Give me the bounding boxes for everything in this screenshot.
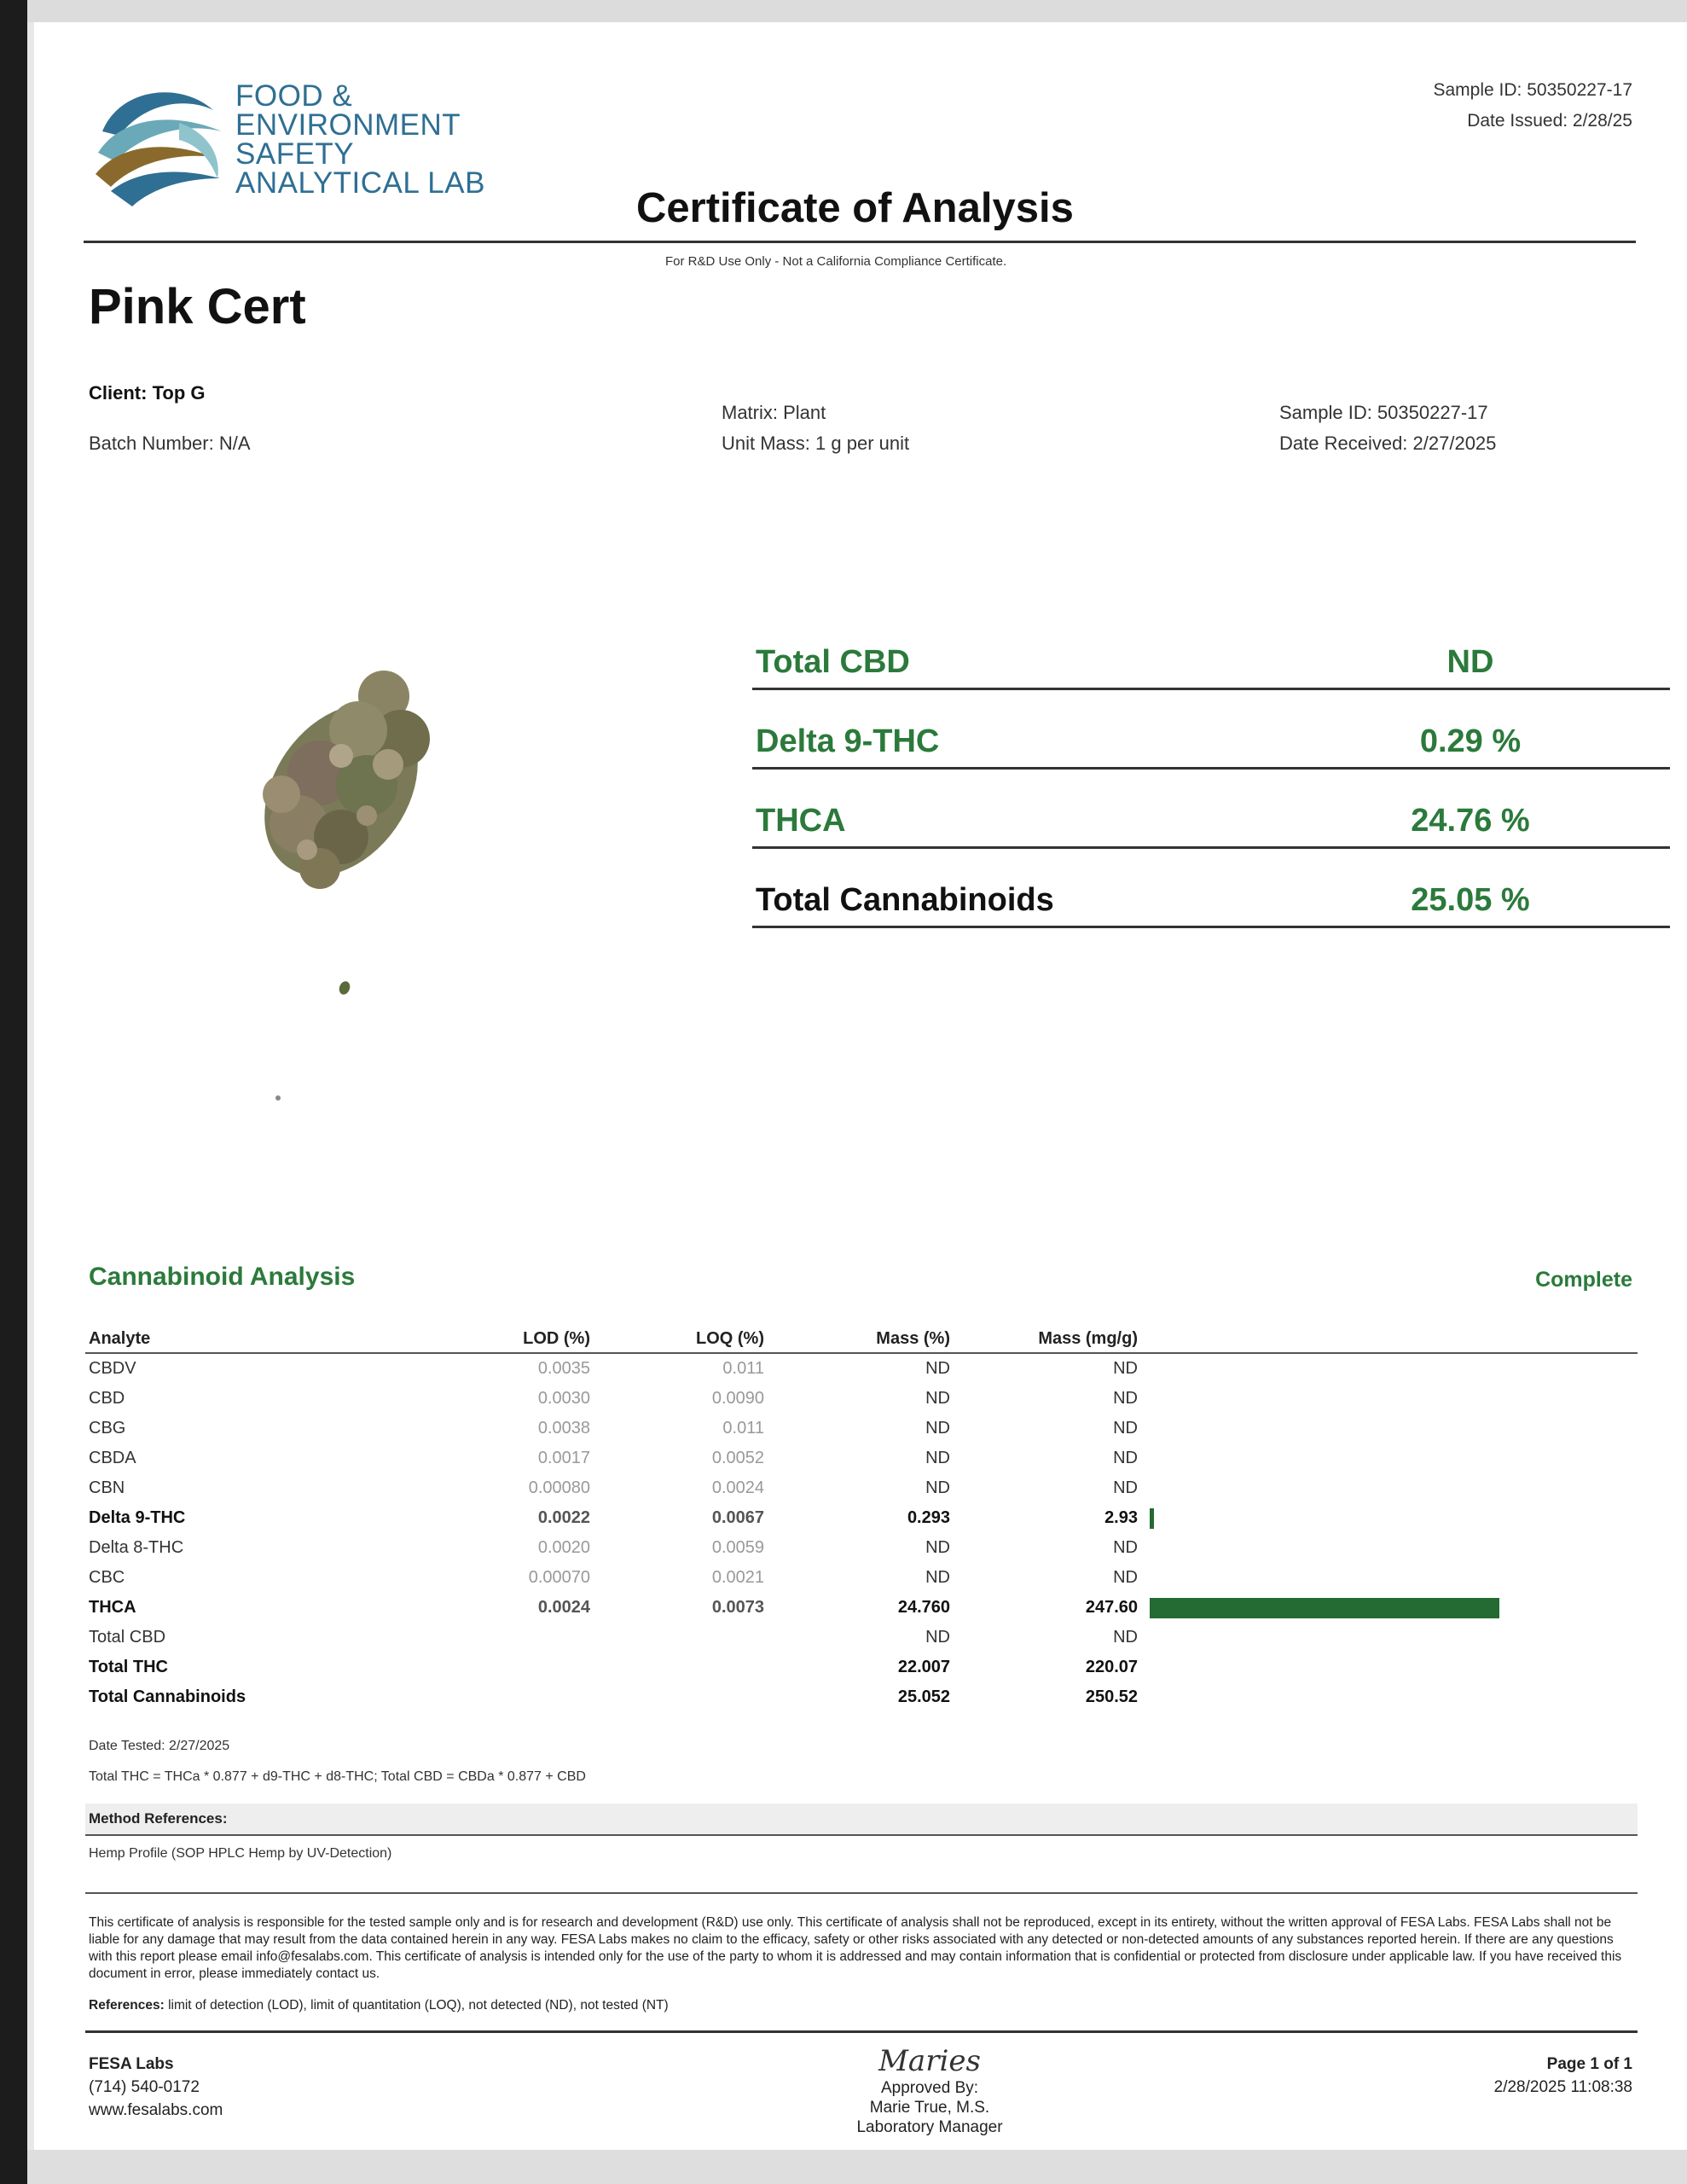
references — [89, 1998, 669, 2013]
table-row — [85, 1623, 1638, 1653]
bar-cell — [1141, 1563, 1638, 1593]
sample-id: Sample ID: 50350227-17 — [1279, 402, 1488, 423]
footer-timestamp: 2/28/2025 11:08:38 — [1493, 2078, 1632, 2096]
analyte-cell: CBD — [89, 1389, 125, 1408]
approver-title: Laboratory Manager — [856, 2118, 1003, 2136]
mass-mg-cell: ND — [1113, 1389, 1138, 1408]
bar-cell — [1141, 1533, 1638, 1563]
viewer-bottom-edge — [27, 2150, 1687, 2184]
summary-row — [752, 770, 1670, 849]
summary-row — [752, 690, 1670, 770]
references-label: References: — [89, 1998, 165, 2013]
viewer-left-edge — [0, 0, 27, 2184]
product-photo — [239, 645, 461, 901]
column-header: Mass (%) — [768, 1327, 954, 1353]
divider — [85, 1892, 1638, 1894]
mass-mg-cell: ND — [1113, 1359, 1138, 1378]
certificate-page — [34, 22, 1687, 2150]
footer-approval — [802, 2044, 1058, 2137]
product-name: Pink Cert — [89, 279, 306, 334]
table-row — [85, 1503, 1638, 1533]
table-row — [85, 1563, 1638, 1593]
loq-cell: 0.0073 — [711, 1598, 764, 1617]
lod-cell — [467, 1623, 594, 1653]
footer-contact — [89, 2053, 223, 2122]
signature: Maries — [878, 2044, 981, 2078]
approved-by-label: Approved By: — [880, 2079, 979, 2097]
analyte-cell: Delta 9-THC — [89, 1508, 186, 1527]
table-row — [85, 1443, 1638, 1473]
table-row — [85, 1473, 1638, 1503]
lod-cell: 0.0030 — [537, 1389, 590, 1408]
bar-cell — [1141, 1653, 1638, 1682]
loq-cell: 0.0067 — [711, 1508, 764, 1527]
lab-name-line: FOOD & — [235, 79, 353, 113]
analyte-cell: CBG — [89, 1419, 126, 1438]
bar-cell — [1141, 1353, 1638, 1384]
viewer-top-edge — [27, 0, 1687, 22]
mass-mg-cell: 220.07 — [1085, 1658, 1138, 1676]
analyte-cell: CBN — [89, 1478, 125, 1497]
cannabinoid-table-body — [85, 1353, 1638, 1712]
table-row — [85, 1353, 1638, 1384]
loq-cell — [594, 1623, 768, 1653]
loq-cell: 0.0052 — [711, 1449, 764, 1467]
mass-mg-cell: ND — [1113, 1449, 1138, 1467]
footer-page-info — [1494, 2053, 1632, 2099]
page-title: Certificate of Analysis — [636, 185, 1074, 231]
table-header-row — [85, 1327, 1638, 1353]
table-row — [85, 1653, 1638, 1682]
mass-mg-cell: ND — [1113, 1568, 1138, 1587]
matrix: Matrix: Plant — [722, 402, 826, 423]
mass-mg-cell: 2.93 — [1104, 1508, 1138, 1527]
date-received: Date Received: 2/27/2025 — [1279, 433, 1497, 454]
bar-cell — [1141, 1623, 1638, 1653]
matrix-info — [722, 398, 909, 459]
mass-bar — [1150, 1598, 1499, 1618]
analysis-status: Complete — [1535, 1268, 1632, 1292]
page-number: Page 1 of 1 — [1546, 2055, 1632, 2073]
analyte-cell: Total CBD — [89, 1628, 166, 1647]
summary-value: 25.05 % — [1411, 882, 1530, 918]
fesa-logo-icon — [85, 72, 230, 217]
mass-pct-cell: ND — [925, 1628, 950, 1647]
mass-pct-cell: 0.293 — [907, 1508, 950, 1527]
table-row — [85, 1414, 1638, 1443]
analyte-cell: CBC — [89, 1568, 125, 1587]
lod-cell: 0.0020 — [537, 1538, 590, 1557]
table-row — [85, 1384, 1638, 1414]
header-divider — [84, 241, 1636, 243]
analyte-cell: Delta 8-THC — [89, 1538, 184, 1557]
column-header: Mass (mg/g) — [954, 1327, 1141, 1353]
client-label: Client: — [89, 382, 148, 404]
mass-pct-cell: ND — [925, 1538, 950, 1557]
summary-value: ND — [1446, 644, 1494, 680]
date-tested: Date Tested: 2/27/2025 — [89, 1739, 230, 1753]
client-line — [89, 382, 206, 404]
bar-cell — [1141, 1682, 1638, 1712]
mass-pct-cell: 24.760 — [897, 1598, 950, 1617]
header-sample-info — [1434, 75, 1633, 136]
mass-mg-cell: ND — [1113, 1628, 1138, 1647]
summary-value: 24.76 % — [1411, 803, 1530, 839]
sample-info — [1279, 398, 1496, 459]
loq-cell: 0.0021 — [711, 1568, 764, 1587]
mass-bar — [1150, 1508, 1154, 1529]
disclaimer: This certificate of analysis is responsible for the tested sample only and is for research and development (R&D) use only. This certificate of analysis shall not be reproduced, except in its entirety, without the written approval of FESA Labs. FESA Labs shall not be liable for any damage that may result from the data contained herein in any way. FESA Labs makes no claim to the efficacy, safety or other risks associated with any detected or non-detected amounts of any substances reported herein. If there are any questions with this report please email info@fesalabs.com. This certificate of analysis is intended only for the use of the party to whom it is addressed and may contain information that is confidential or protected from disclosure under applicable law. If you have received this document in error, please immediately contact us. — [89, 1915, 1622, 1981]
batch-number: Batch Number: N/A — [89, 433, 251, 454]
bar-cell — [1141, 1414, 1638, 1443]
plant-fragment — [338, 979, 352, 996]
header-sample-id: Sample ID: 50350227-17 — [1433, 80, 1632, 100]
table-row — [85, 1593, 1638, 1623]
lod-cell: 0.0024 — [537, 1598, 590, 1617]
loq-cell: 0.0024 — [711, 1478, 764, 1497]
column-header: LOD (%) — [467, 1327, 594, 1353]
mass-mg-cell: ND — [1113, 1478, 1138, 1497]
client-value: Top G — [152, 382, 206, 404]
footer-divider — [85, 2030, 1638, 2033]
mass-pct-cell: ND — [925, 1359, 950, 1378]
analyte-cell: CBDV — [89, 1359, 136, 1378]
lod-cell: 0.0022 — [537, 1508, 590, 1527]
results-summary — [752, 611, 1670, 928]
mass-mg-cell: 247.60 — [1085, 1598, 1138, 1617]
column-header-bar — [1141, 1327, 1638, 1353]
lab-name — [235, 79, 485, 200]
bar-cell — [1141, 1384, 1638, 1414]
loq-cell: 0.0059 — [711, 1538, 764, 1557]
rd-use-note: For R&D Use Only - Not a California Compliance Certificate. — [665, 254, 1007, 269]
bar-cell — [1141, 1443, 1638, 1473]
lod-cell: 0.00070 — [528, 1568, 590, 1587]
analyte-cell: Total Cannabinoids — [89, 1687, 246, 1706]
lod-cell: 0.00080 — [528, 1478, 590, 1497]
column-header: LOQ (%) — [594, 1327, 768, 1353]
mass-pct-cell: ND — [925, 1568, 950, 1587]
column-header: Analyte — [85, 1327, 467, 1353]
mass-pct-cell: 22.007 — [897, 1658, 950, 1676]
footer-website: www.fesalabs.com — [89, 2101, 223, 2119]
total-formula: Total THC = THCa * 0.877 + d9-THC + d8-THC; Total CBD = CBDa * 0.877 + CBD — [89, 1769, 586, 1784]
summary-label: Total CBD — [756, 644, 910, 680]
analyte-cell: Total THC — [89, 1658, 168, 1676]
method-references-header — [85, 1804, 1638, 1836]
header-date-issued: Date Issued: 2/28/25 — [1467, 111, 1632, 131]
footer-phone: (714) 540-0172 — [89, 2078, 200, 2096]
references-text: limit of detection (LOD), limit of quantitation (LOQ), not detected (ND), not tested (NT) — [168, 1998, 669, 2013]
lab-name-line: ENVIRONMENT — [235, 108, 461, 142]
approver-name: Marie True, M.S. — [869, 2099, 990, 2117]
mass-mg-cell: ND — [1113, 1419, 1138, 1438]
mass-pct-cell: ND — [925, 1449, 950, 1467]
loq-cell: 0.011 — [722, 1419, 764, 1438]
summary-row — [752, 611, 1670, 690]
bar-cell — [1141, 1503, 1638, 1533]
summary-label: Delta 9-THC — [756, 723, 940, 759]
summary-value: 0.29 % — [1419, 723, 1522, 759]
loq-cell: 0.0090 — [711, 1389, 764, 1408]
mass-pct-cell: ND — [925, 1419, 950, 1438]
loq-cell — [594, 1682, 768, 1712]
mass-pct-cell: ND — [925, 1478, 950, 1497]
analyte-cell: THCA — [89, 1598, 136, 1617]
table-row — [85, 1682, 1638, 1712]
lab-name-line: ANALYTICAL LAB — [235, 166, 485, 200]
bar-cell — [1141, 1593, 1638, 1623]
lod-cell: 0.0035 — [537, 1359, 590, 1378]
table-row — [85, 1533, 1638, 1563]
plant-fragment — [275, 1095, 281, 1101]
analysis-title: Cannabinoid Analysis — [89, 1263, 356, 1291]
summary-label: Total Cannabinoids — [756, 882, 1054, 918]
lod-cell — [467, 1682, 594, 1712]
bar-cell — [1141, 1473, 1638, 1503]
method-references-title: Method References: — [89, 1810, 228, 1827]
lod-cell: 0.0017 — [537, 1449, 590, 1467]
method-reference: Hemp Profile (SOP HPLC Hemp by UV-Detection) — [89, 1846, 392, 1861]
loq-cell — [594, 1653, 768, 1682]
cannabinoid-table — [85, 1327, 1638, 1712]
summary-row — [752, 849, 1670, 928]
mass-pct-cell: 25.052 — [897, 1687, 950, 1706]
mass-mg-cell: ND — [1113, 1538, 1138, 1557]
analyte-cell: CBDA — [89, 1449, 136, 1467]
summary-label: THCA — [756, 803, 846, 839]
lod-cell: 0.0038 — [537, 1419, 590, 1438]
mass-pct-cell: ND — [925, 1389, 950, 1408]
unit-mass: Unit Mass: 1 g per unit — [722, 433, 910, 454]
footer-company: FESA Labs — [89, 2055, 174, 2073]
mass-mg-cell: 250.52 — [1085, 1687, 1138, 1706]
lab-name-line: SAFETY — [235, 137, 355, 171]
loq-cell: 0.011 — [722, 1359, 764, 1378]
lod-cell — [467, 1653, 594, 1682]
